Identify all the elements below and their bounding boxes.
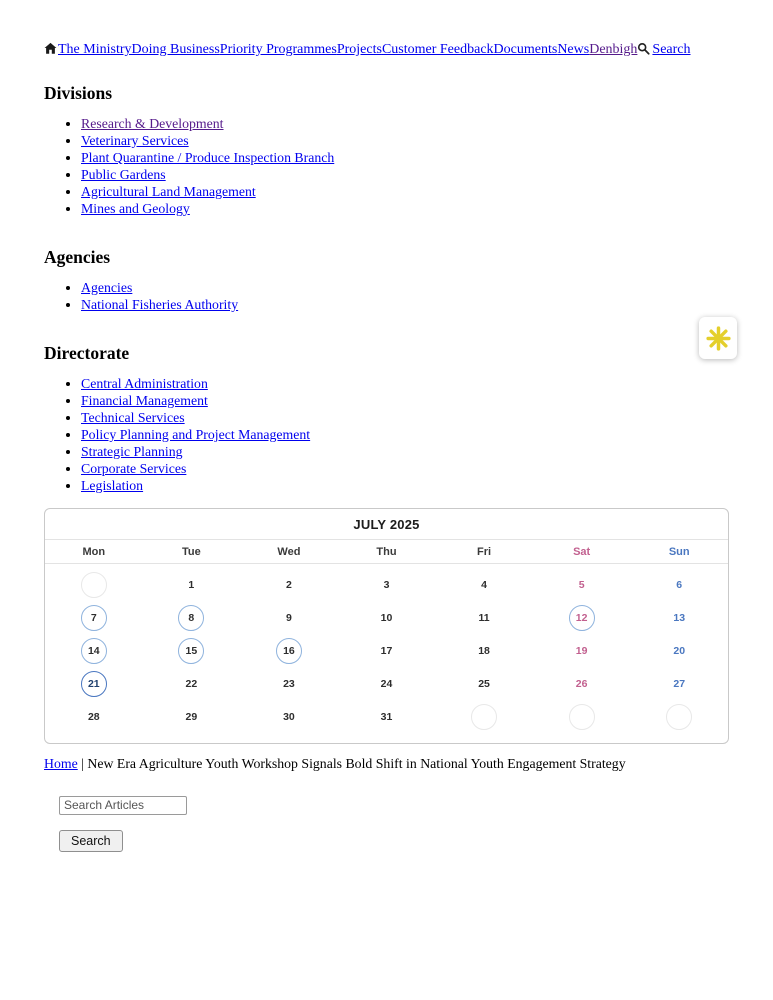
- calendar-cell: [240, 704, 338, 731]
- link-national-fisheries-authority[interactable]: National Fisheries Authority: [81, 296, 239, 312]
- top-nav: [44, 42, 729, 59]
- list-item: [81, 201, 729, 217]
- link-financial-management[interactable]: Financial Management: [81, 392, 208, 408]
- calendar-day-1: 1: [188, 579, 195, 592]
- calendar-day-3: 3: [383, 579, 390, 592]
- calendar-empty-cell: [666, 704, 692, 730]
- calendar-day-25: 25: [478, 678, 490, 691]
- list-item: [81, 444, 729, 460]
- asterisk-icon: [705, 325, 732, 352]
- nav-link-priority-programmes[interactable]: Priority Programmes: [219, 42, 337, 57]
- calendar-day-24: 24: [380, 678, 393, 691]
- link-mines-and-geology[interactable]: Mines and Geology: [81, 200, 190, 216]
- calendar-day-15[interactable]: 15: [178, 638, 204, 664]
- calendar-day-headers: [45, 540, 728, 564]
- calendar-cell: [240, 638, 338, 665]
- link-central-administration[interactable]: Central Administration: [81, 375, 208, 391]
- list-item: [81, 478, 729, 494]
- link-plant-quarantine-produce-inspection-branch[interactable]: Plant Quarantine / Produce Inspection Branch: [81, 149, 335, 165]
- list-item: [81, 410, 729, 426]
- link-public-gardens[interactable]: Public Gardens: [81, 166, 166, 182]
- list-item: [81, 427, 729, 443]
- search-input[interactable]: [59, 796, 187, 815]
- nav-link-search[interactable]: Search: [637, 42, 690, 57]
- nav-link-doing-business[interactable]: Doing Business: [131, 42, 220, 57]
- calendar-day-5: 5: [578, 579, 585, 592]
- calendar-cell: [45, 605, 143, 632]
- top-nav-links: [58, 42, 691, 57]
- calendar-cell: [143, 572, 241, 599]
- calendar-empty-cell: [471, 704, 497, 730]
- calendar-day-11: 11: [478, 612, 490, 625]
- calendar-day-17: 17: [380, 645, 393, 658]
- calendar-cell: [630, 638, 728, 665]
- home-icon[interactable]: [44, 42, 57, 57]
- calendar-day-14[interactable]: 14: [81, 638, 107, 664]
- calendar-cell: [435, 605, 533, 632]
- calendar-day-7[interactable]: 7: [81, 605, 107, 631]
- nav-link-the-ministry[interactable]: The Ministry: [58, 42, 132, 57]
- list-item: [81, 116, 729, 132]
- calendar-day-12[interactable]: 12: [569, 605, 595, 631]
- calendar-day-2: 2: [286, 579, 292, 592]
- link-legislation[interactable]: Legislation: [81, 477, 144, 493]
- calendar-day-22: 22: [185, 678, 198, 691]
- calendar-day-29: 29: [185, 711, 198, 724]
- calendar-day-23: 23: [283, 678, 295, 691]
- calendar-cell: [630, 671, 728, 698]
- calendar-empty-cell: [569, 704, 595, 730]
- calendar-day-9: 9: [286, 612, 292, 625]
- calendar-day-18: 18: [478, 645, 490, 658]
- article-title: New Era Agriculture Youth Workshop Signals Bold Shift in National Youth Engagement Strategy: [87, 755, 626, 771]
- calendar-cell: [533, 572, 631, 599]
- calendar-cell: [435, 704, 533, 731]
- calendar-cell: [143, 638, 241, 665]
- calendar-day-13: 13: [673, 612, 686, 625]
- calendar-day-30: 30: [283, 711, 295, 724]
- breadcrumb-separator: |: [81, 755, 84, 771]
- calendar-cell: [338, 671, 436, 698]
- calendar-day-8[interactable]: 8: [178, 605, 204, 631]
- calendar-cell: [630, 572, 728, 599]
- calendar-day-28: 28: [87, 711, 100, 724]
- calendar-cell: [143, 671, 241, 698]
- article-search-form: [59, 796, 729, 852]
- calendar-cell: [533, 704, 631, 731]
- list-item: [81, 184, 729, 200]
- calendar-cell: [533, 671, 631, 698]
- calendar-cell: [45, 572, 143, 599]
- calendar-cell: [240, 572, 338, 599]
- nav-link-projects[interactable]: Projects: [336, 42, 382, 57]
- calendar-day-31: 31: [380, 711, 393, 724]
- calendar-day-16[interactable]: 16: [276, 638, 302, 664]
- calendar-cell: [45, 671, 143, 698]
- calendar-day-10: 10: [380, 612, 393, 625]
- nav-link-customer-feedback[interactable]: Customer Feedback: [381, 42, 494, 57]
- calendar-day-26: 26: [575, 678, 588, 691]
- calendar-cell: [533, 638, 631, 665]
- main-content: [44, 83, 729, 852]
- list-item: [81, 150, 729, 166]
- calendar-day-19: 19: [575, 645, 588, 658]
- link-sections: [44, 83, 729, 494]
- link-corporate-services[interactable]: Corporate Services: [81, 460, 187, 476]
- calendar-day-6: 6: [676, 579, 683, 592]
- link-veterinary-services[interactable]: Veterinary Services: [81, 132, 189, 148]
- list-item: [81, 376, 729, 392]
- link-technical-services[interactable]: Technical Services: [81, 409, 185, 425]
- floating-asterisk-widget[interactable]: [699, 317, 737, 359]
- calendar-day-4: 4: [481, 579, 487, 592]
- search-icon: [637, 42, 650, 55]
- section-heading-agencies: Agencies: [44, 246, 111, 267]
- calendar-cell: [45, 638, 143, 665]
- calendar-cell: [338, 572, 436, 599]
- calendar-dayname-sat: Sat: [573, 545, 591, 558]
- calendar-cell: [338, 605, 436, 632]
- calendar-dayname-wed: Wed: [277, 545, 301, 558]
- calendar-cell: [240, 605, 338, 632]
- calendar-day-21[interactable]: 21: [81, 671, 107, 697]
- calendar-cell: [45, 704, 143, 731]
- calendar-dayname-sun: Sun: [668, 545, 690, 558]
- link-agencies[interactable]: Agencies: [81, 279, 133, 295]
- calendar-cell: [630, 605, 728, 632]
- calendar-cell: [435, 671, 533, 698]
- calendar-cell: [143, 704, 241, 731]
- calendar-dayname-thu: Thu: [376, 545, 397, 558]
- calendar-cell: [533, 605, 631, 632]
- calendar-widget: [44, 508, 729, 744]
- section-list-agencies: [44, 280, 729, 313]
- breadcrumb: [44, 756, 729, 772]
- breadcrumb-home-link[interactable]: Home: [44, 755, 78, 771]
- calendar-cell: [435, 638, 533, 665]
- list-item: [81, 167, 729, 183]
- nav-link-news[interactable]: News: [557, 42, 590, 57]
- list-item: [81, 280, 729, 296]
- calendar-day-20: 20: [673, 645, 686, 658]
- list-item: [81, 297, 729, 313]
- calendar-cell: [338, 638, 436, 665]
- section-heading-divisions: Divisions: [44, 82, 113, 103]
- link-strategic-planning[interactable]: Strategic Planning: [81, 443, 183, 459]
- link-research-development[interactable]: Research & Development: [81, 115, 224, 131]
- calendar-cell: [435, 572, 533, 599]
- calendar-empty-cell: [81, 572, 107, 598]
- list-item: [81, 393, 729, 409]
- search-button[interactable]: Search: [59, 830, 123, 852]
- section-list-directorate: [44, 376, 729, 494]
- calendar-cell: [143, 605, 241, 632]
- section-list-divisions: [44, 116, 729, 217]
- calendar-cell: [240, 671, 338, 698]
- link-policy-planning-and-project-management[interactable]: Policy Planning and Project Management: [81, 426, 311, 442]
- list-item: [81, 133, 729, 149]
- link-agricultural-land-management[interactable]: Agricultural Land Management: [81, 183, 256, 199]
- calendar-cell: [338, 704, 436, 731]
- calendar-grid: [45, 564, 728, 743]
- calendar-dayname-tue: Tue: [181, 545, 201, 558]
- calendar-day-27: 27: [673, 678, 686, 691]
- calendar-dayname-fri: Fri: [477, 545, 492, 558]
- section-heading-directorate: Directorate: [44, 342, 130, 363]
- list-item: [81, 461, 729, 477]
- calendar-dayname-mon: Mon: [82, 545, 106, 558]
- calendar-cell: [630, 704, 728, 731]
- nav-link-denbigh[interactable]: Denbigh: [589, 42, 638, 57]
- calendar-title: JULY 2025: [45, 509, 728, 540]
- nav-link-documents[interactable]: Documents: [493, 42, 558, 57]
